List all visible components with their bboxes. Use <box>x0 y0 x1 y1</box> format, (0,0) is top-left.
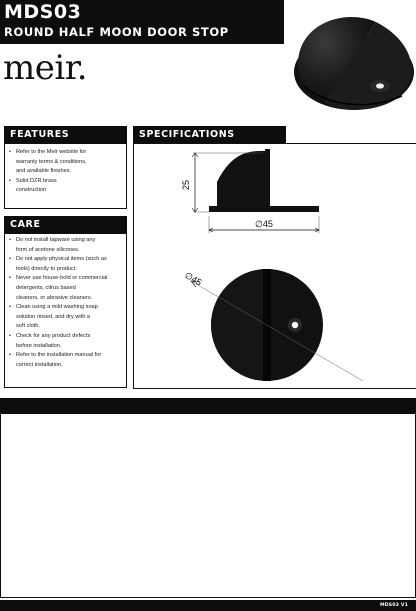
technical-drawing <box>133 143 415 387</box>
features-item: • Refer to the Meir website for warranty terms & conditions, and available finishes. <box>8 148 123 177</box>
care-list <box>8 236 123 370</box>
side-elevation <box>181 149 319 233</box>
header-band <box>0 0 284 44</box>
width-dimension: ∅45 <box>255 219 273 229</box>
care-item: • Never use house-hold or commercial detergents, citrus based cleaners, or abrasive cleaners. <box>8 274 123 303</box>
care-heading: CARE <box>4 216 127 233</box>
plan-view <box>183 269 363 381</box>
bottom-panel <box>0 414 416 598</box>
specifications-heading: SPECIFICATIONS <box>133 126 286 143</box>
care-item: • Do not apply physical items (such as tools) directly to product. <box>8 255 123 274</box>
version-label: MDS03 V1 <box>379 603 408 608</box>
bottom-band <box>0 398 416 414</box>
brand-logo: meir. <box>3 48 88 88</box>
product-photo <box>284 0 416 118</box>
care-item: • Do not install tapware using any form of acetone silicones. <box>8 236 123 255</box>
features-item: • Solid DZR brass construction <box>8 177 123 196</box>
care-item: • Check for any product defects before installation. <box>8 332 123 351</box>
features-heading: FEATURES <box>4 126 127 143</box>
product-code: MDS03 <box>4 1 82 23</box>
care-item: • Refer to the installation manual for correct installation. <box>8 351 123 370</box>
features-list <box>8 148 123 196</box>
product-name: ROUND HALF MOON DOOR STOP <box>4 25 229 39</box>
footer-band <box>0 600 416 611</box>
care-item: • Clean using a mild washing soap solution rinsed, and dry with a soft cloth. <box>8 303 123 332</box>
height-dimension: 25 <box>181 179 191 190</box>
plan-dimension: ∅45 <box>183 270 204 288</box>
